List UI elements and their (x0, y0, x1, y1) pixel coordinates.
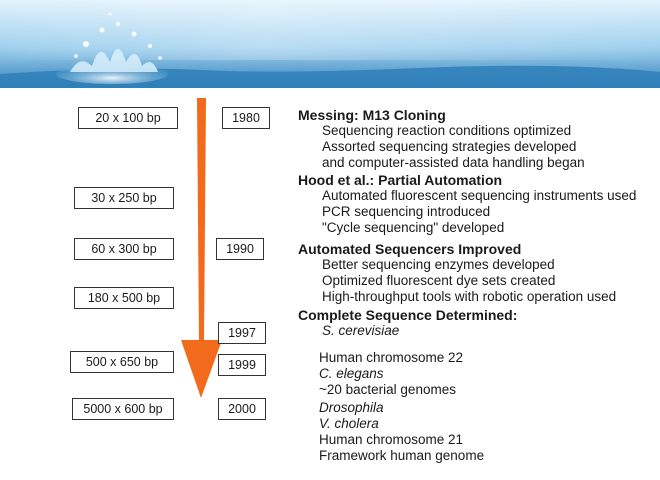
read-size-500x650: 500 x 650 bp (70, 351, 174, 373)
section-heading: Complete Sequence Determined: (298, 307, 518, 323)
genome-line: V. cholera (319, 416, 379, 431)
section-messing (298, 107, 585, 171)
section-heading: Automated Sequencers Improved (298, 241, 522, 257)
genome-line: Human chromosome 21 (319, 432, 464, 447)
genome-line: Framework human genome (319, 448, 485, 463)
section-line: Assorted sequencing strategies developed (322, 139, 577, 154)
year-1990: 1990 (216, 238, 264, 260)
genome-line: Human chromosome 22 (319, 350, 464, 365)
read-size-60x300: 60 x 300 bp (74, 238, 174, 260)
read-size-20x100: 20 x 100 bp (78, 107, 178, 129)
year-1997: 1997 (218, 322, 266, 344)
section-line: Sequencing reaction conditions optimized (322, 123, 572, 138)
section-hood (298, 172, 636, 236)
section-complete (298, 307, 517, 339)
genomes-1999 (319, 350, 463, 398)
section-line: Automated fluorescent sequencing instruments used (322, 188, 637, 203)
arrow-shaft (197, 98, 206, 342)
read-size-30x250: 30 x 250 bp (74, 187, 174, 209)
read-size-5000x600: 5000 x 600 bp (72, 398, 174, 420)
section-line: High-throughput tools with robotic operation used (322, 289, 617, 304)
section-line: Better sequencing enzymes developed (322, 257, 555, 272)
section-line: PCR sequencing introduced (322, 204, 491, 219)
genome-line: ~20 bacterial genomes (319, 382, 456, 397)
year-1999: 1999 (218, 354, 266, 376)
section-line: "Cycle sequencing" developed (322, 220, 505, 235)
section-automated (298, 241, 616, 305)
year-2000: 2000 (218, 398, 266, 420)
year-1980: 1980 (222, 107, 270, 129)
genomes-2000 (319, 400, 484, 464)
section-heading: Hood et al.: Partial Automation (298, 172, 503, 188)
section-line: and computer-assisted data handling began (322, 155, 585, 170)
section-heading: Messing: M13 Cloning (298, 107, 446, 123)
genome-line: S. cerevisiae (322, 323, 400, 338)
read-size-180x500: 180 x 500 bp (74, 287, 174, 309)
genome-line: C. elegans (319, 366, 384, 381)
genome-line: Drosophila (319, 400, 384, 415)
arrow-head (181, 340, 222, 398)
section-line: Optimized fluorescent dye sets created (322, 273, 556, 288)
